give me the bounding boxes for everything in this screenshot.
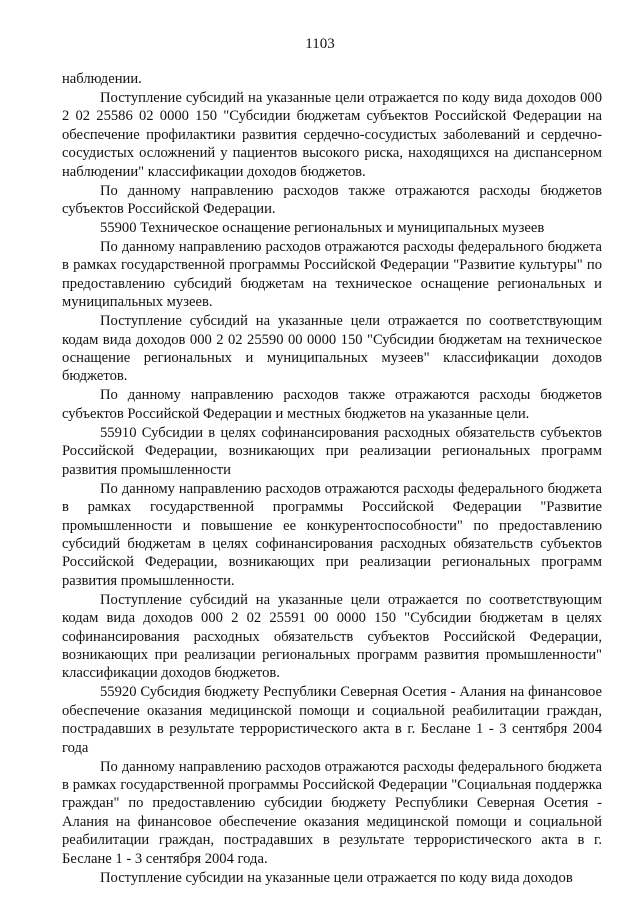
paragraph: Поступление субсидий на указанные цели отражается по коду вида доходов 000 2 02 25586 02 0000 150 "Субсидии бюджетам субъектов Российской Федерации на обеспечение профилактики развития сердечно-сосудистых заболеваний и сердечно-сосудистых осложнений у пациентов высокого риска, находящихся на диспансерном наблюдении" классификации доходов бюджетов. xyxy=(62,90,602,180)
document-body xyxy=(62,70,602,887)
section-heading-55910: 55910 Субсидии в целях софинансирования расходных обязательств субъектов Российской Федерации, возникающих при реализации региональных программ развития промышленности xyxy=(62,424,602,478)
paragraph: наблюдении. xyxy=(62,71,142,87)
section-heading-55900: 55900 Техническое оснащение региональных и муниципальных музеев xyxy=(100,220,545,237)
paragraph: По данному направлению расходов отражаются расходы федерального бюджета в рамках государственной программы Российской Федерации "Развитие культуры" по предоставлению субсидий бюджетам на техническое оснащение региональных и муниципальных музеев. xyxy=(62,239,602,311)
paragraph: По данному направлению расходов отражаются расходы федерального бюджета в рамках государственной программы Российской Федерации "Социальная поддержка граждан" по предоставлению субсидии бюджету Республики Северная Осетия - Алания на финансовое обеспечение оказания медицинской помощи и социальной реабилитации граждан, пострадавших в результате террористического акта в г. Беслане 1 - 3 сентября 2004 года. xyxy=(62,758,602,867)
paragraph: По данному направлению расходов отражаются расходы федерального бюджета в рамках государственной программы Российской Федерации "Развитие промышленности и повышение ее конкурентоспособности" по предоставлению субсидий бюджетам в целях софинансирования расходных обязательств субъектов Российской Федерации, возникающих при реализации региональных программ развития промышленности. xyxy=(62,480,602,589)
paragraph: Поступление субсидии на указанные цели отражается по коду вида доходов xyxy=(100,869,573,886)
paragraph: Поступление субсидий на указанные цели отражается по соответствующим кодам вида доходов 000 2 02 25590 00 0000 150 "Субсидии бюджетам на техническое оснащение региональных и муниципальных музеев" классификации доходов бюджетов. xyxy=(62,313,602,385)
paragraph: По данному направлению расходов также отражаются расходы бюджетов субъектов Российской Федерации. xyxy=(62,182,602,218)
paragraph: Поступление субсидий на указанные цели отражается по соответствующим кодам вида доходов 000 2 02 25591 00 0000 150 "Субсидии бюджетам в целях софинансирования расходных обязательств субъектов Российской Федерации, возникающих при реализации региональных программ развития промышленности" классификации доходов бюджетов. xyxy=(62,591,602,682)
section-heading-55920: 55920 Субсидия бюджету Республики Северная Осетия - Алания на финансовое обеспечение оказания медицинской помощи и социальной реабилитации граждан, пострадавших в результате террористического акта в г. Беслане 1 - 3 сентября 2004 года xyxy=(62,684,602,756)
paragraph: По данному направлению расходов также отражаются расходы бюджетов субъектов Российской Федерации и местных бюджетов на указанные цели. xyxy=(62,387,602,422)
page-number: 1103 xyxy=(305,36,335,52)
